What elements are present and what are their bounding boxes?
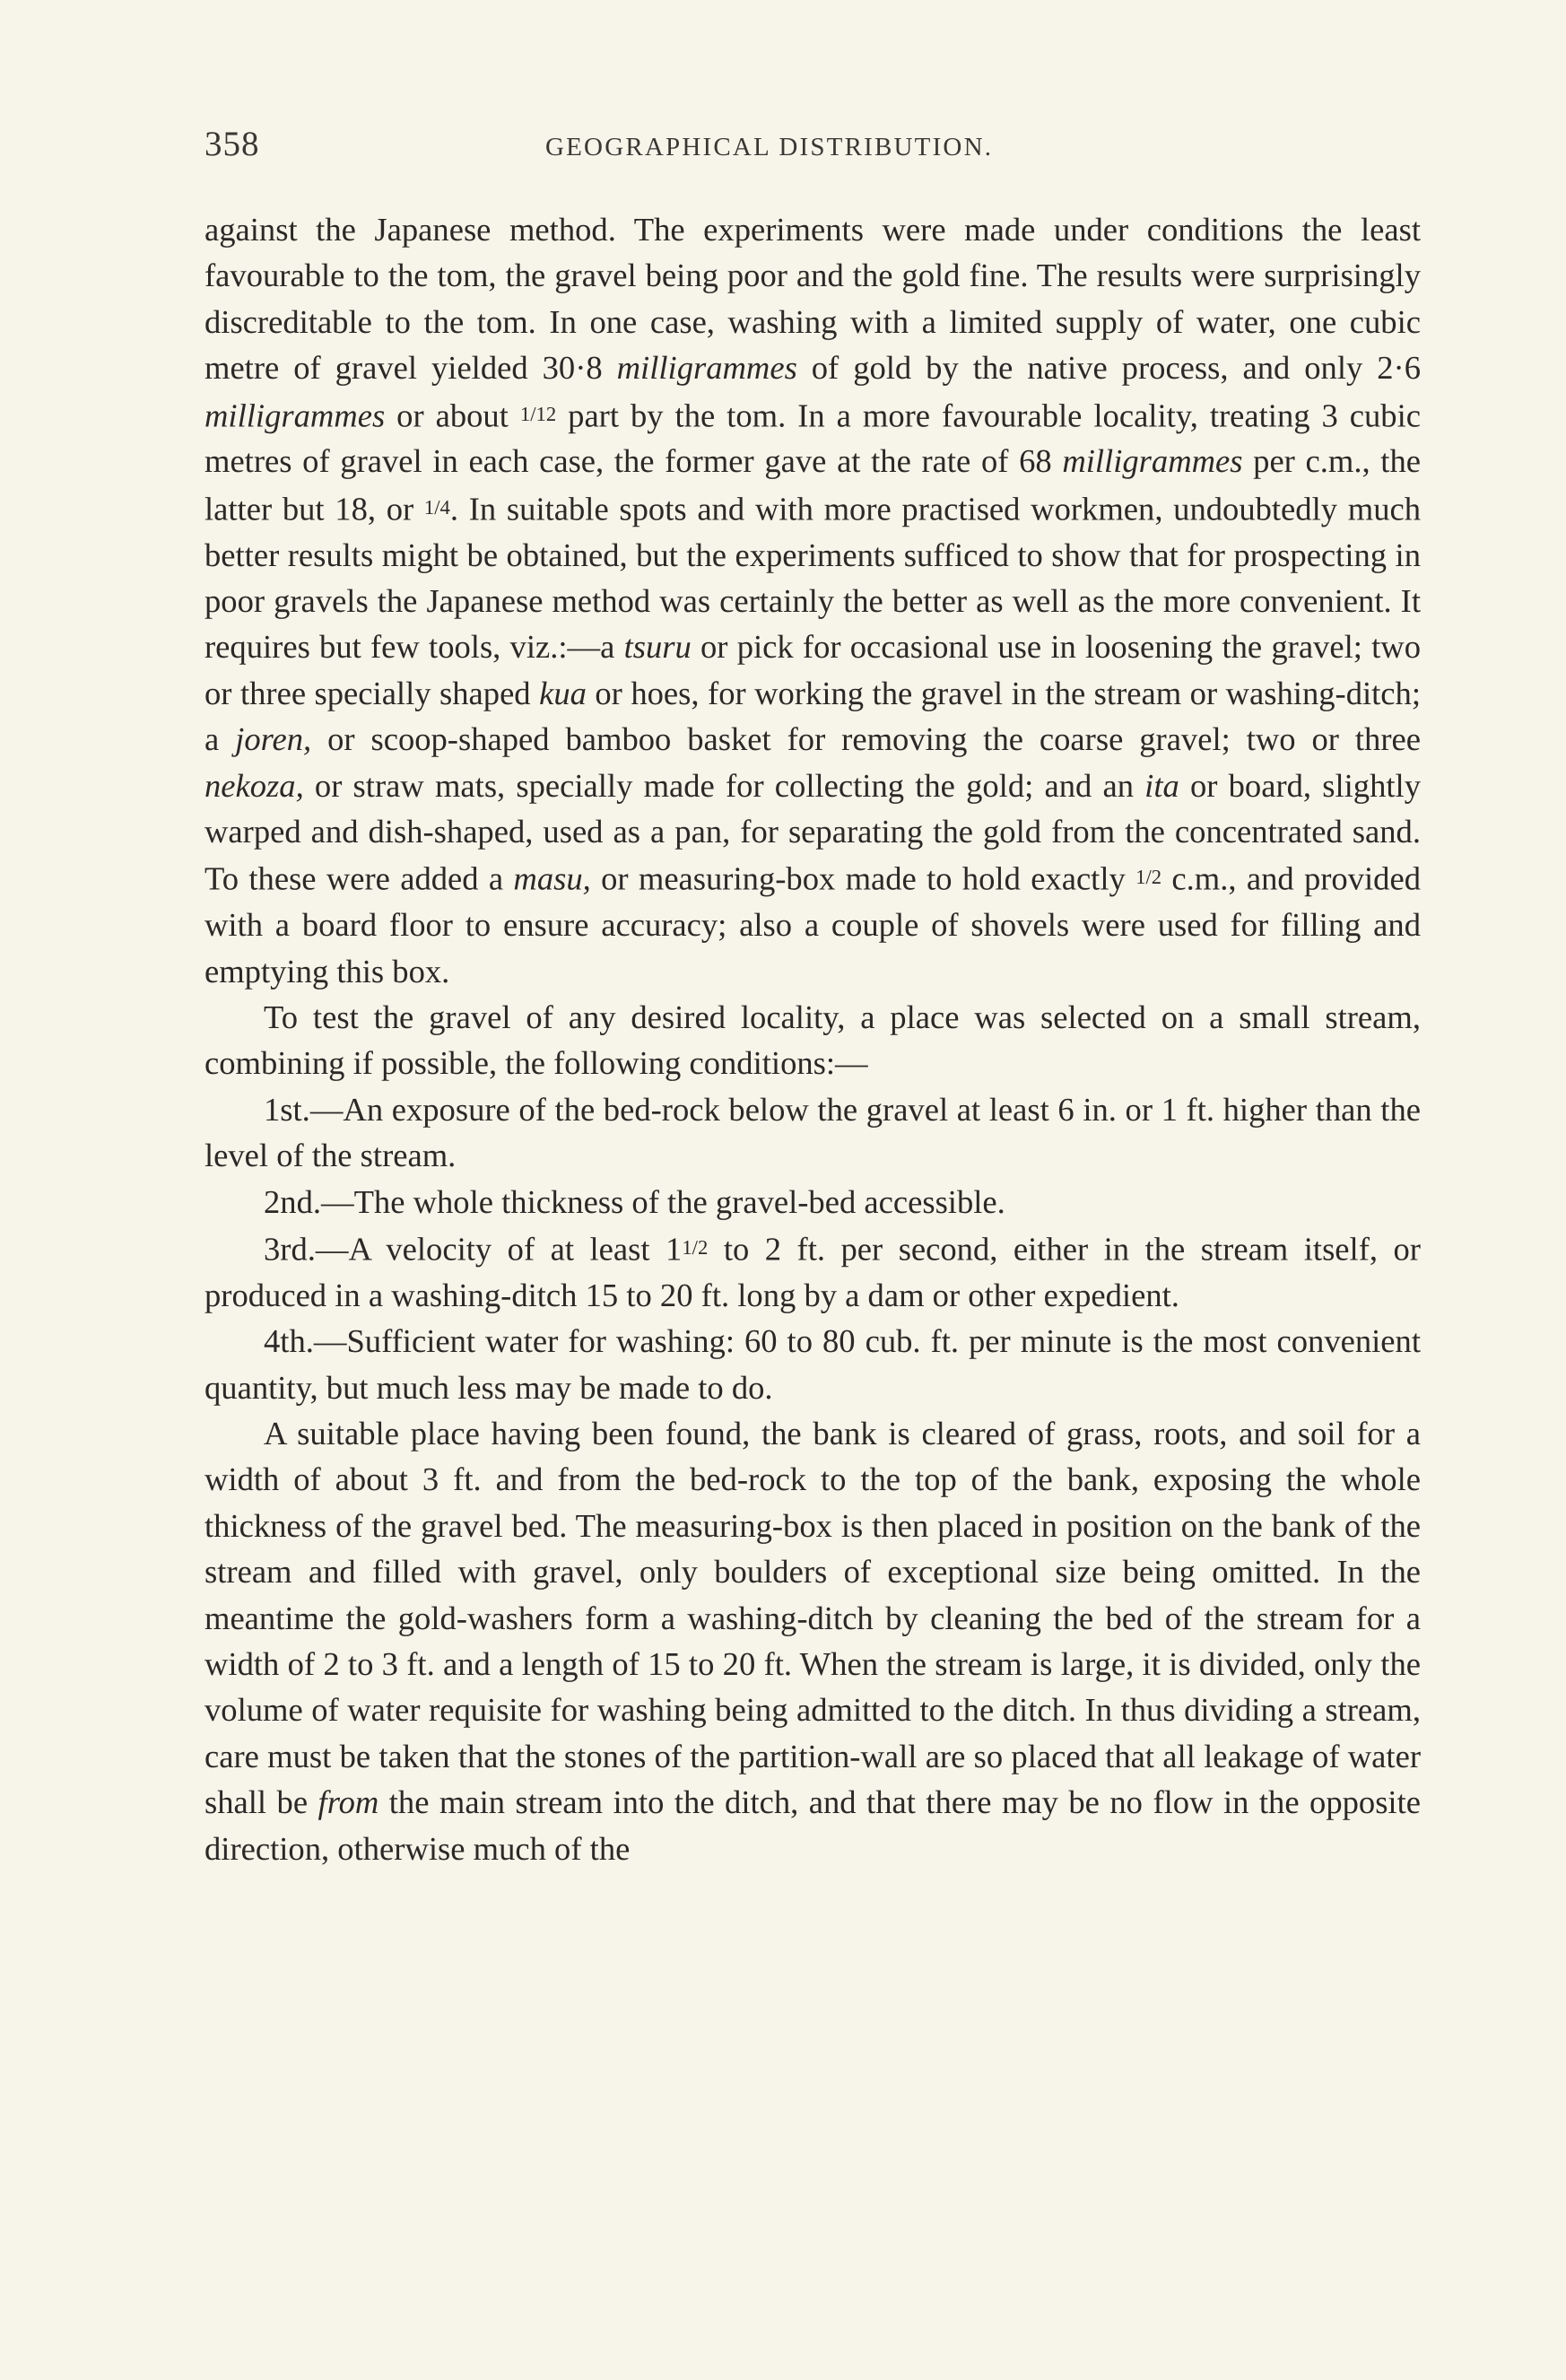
running-head: GEOGRAPHICAL DISTRIBUTION. [545,133,994,161]
paragraph-7: A suitable place having been found, the bank is cleared of grass, roots, and soil for a width of about 3 ft. and from the bed-rock to the top of the bank, exposing the whole thickness of the gravel bed. The measuring-box is then placed in position on the bank of the stream and filled with gravel, only boulders of exceptional size being omitted. In the meantime the gold-washers form a washing-ditch by cleaning the bed of the stream for a width of 2 to 3 ft. and a length of 15 to 20 ft. When the stream is large, it is divided, only the volume of water requisite for washing being admitted to the ditch. In thus dividing a stream, care must be taken that the stones of the partition-wall are so placed that all leakage of water shall be from the main stream into the ditch, and that there may be no flow in the opposite direction, otherwise much of the [204,1414,1421,1867]
fraction: 1/2 [1135,866,1162,889]
page-body [204,206,1421,1871]
condition-2: 2nd.—The whole thickness of the gravel-bed accessible. [264,1182,1005,1220]
condition-1: 1st.—An exposure of the bed-rock below the gravel at least 6 in. or 1 ft. higher than the level of the stream. [204,1090,1421,1174]
paragraph-1: against the Japanese method. The experiments were made under conditions the least favourable to the tom, the gravel being poor and the gold fine. The results were surprisingly discreditable to the tom. In one case, washing with a limited supply of water, one cubic metre of gravel yielded 30·8 milligrammes of gold by the native process, and only 2·6 milligrammes or about 1/12 part by the tom. In a more favourable locality, treating 3 cubic metres of gravel in each case, the former gave at the rate of 68 milligrammes per c.m., the latter but 18, or 1/4. In suitable spots and with more practised workmen, undoubtedly much better results might be obtained, but the experiments sufficed to show that for prospecting in poor gravels the Japanese method was certainly the better as well as the more convenient. It requires but few tools, viz.:—a tsuru or pick for occasional use in loosening the gravel; two or three specially shaped kua or hoes, for working the gravel in the stream or washing-ditch; a joren, or scoop-shaped bamboo basket for removing the coarse gravel; two or three nekoza, or straw mats, specially made for collecting the gold; and an ita or board, slightly warped and dish-shaped, used as a pan, for separating the gold from the concentrated sand. To these were added a masu, or measuring-box made to hold exactly 1/2 c.m., and provided with a board floor to ensure accuracy; also a couple of shovels were used for filling and emptying this box. [204,211,1422,989]
fraction: 1/2 [682,1235,709,1259]
fraction: 1/12 [519,402,557,425]
page-header [204,124,1421,170]
page-number: 358 [204,125,260,163]
fraction: 1/4 [423,495,450,519]
paragraph-2: To test the gravel of any desired locality, a place was selected on a small stream, combining if possible, the following conditions:— [204,998,1421,1082]
book-page [204,124,1421,1871]
condition-3: 3rd.—A velocity of at least 11/2 to 2 ft. per second, either in the stream itself, or produced in a washing-ditch 15 to 20 ft. long by a dam or other expedient. [204,1230,1421,1313]
condition-4: 4th.—Sufficient water for washing: 60 to 80 cub. ft. per minute is the most convenient quantity, but much less may be made to do. [204,1322,1421,1406]
